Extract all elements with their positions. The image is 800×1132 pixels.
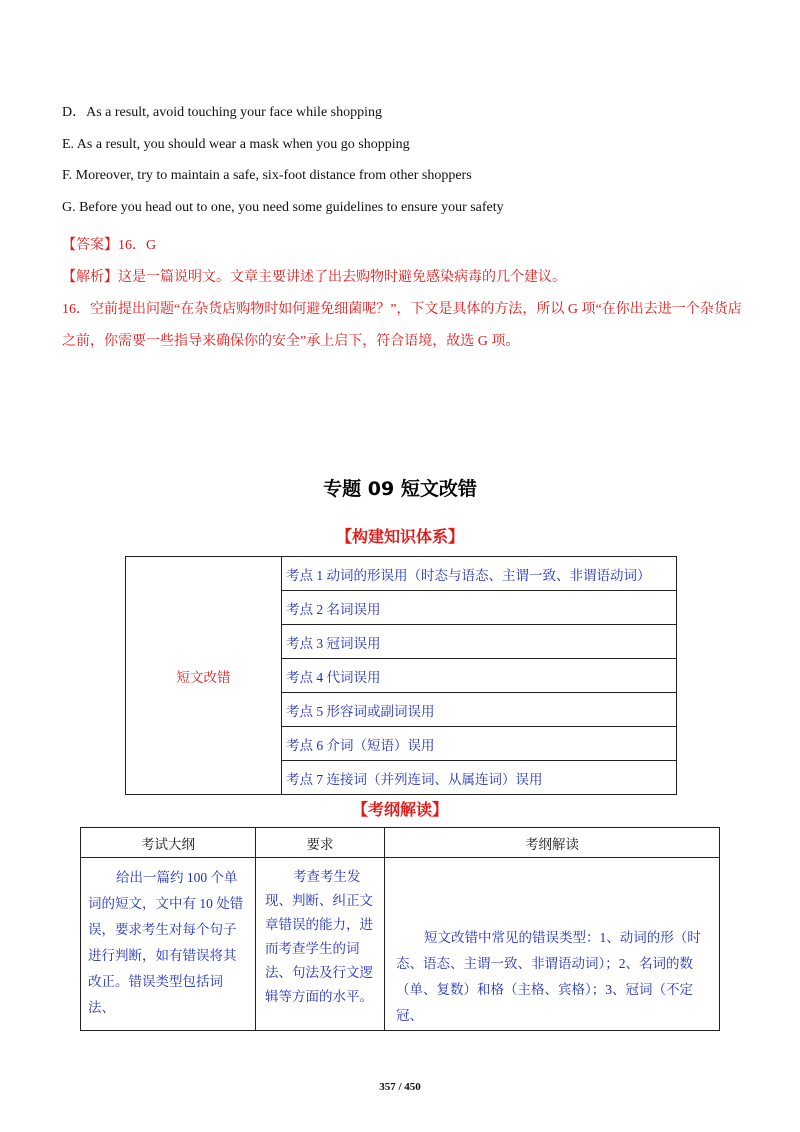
- knowledge-left-label: 短文改错: [126, 557, 282, 795]
- option-d: D．As a result, avoid touching your face while shopping: [62, 105, 382, 120]
- page-number: 357 / 450: [379, 1081, 421, 1093]
- knowledge-heading: 【构建知识体系】: [335, 527, 464, 546]
- answer-line: 【答案】16．G: [62, 238, 157, 253]
- knowledge-table: [125, 556, 677, 795]
- outline-syllabus-text: 给出一篇约 100 个单词的短文，文中有 10 处错误，要求考生对每个句子进行判断，如有错误将其改正。错误类型包括词法、: [88, 870, 244, 1015]
- outline-header-requirement: 要求: [256, 828, 385, 858]
- outline-requirement-text: 考查考生发现、判断、纠正文章错误的能力，进而考查学生的词法、句法及行文逻辑等方面的水平。: [265, 869, 373, 1004]
- outline-interpretation-text: 短文改错中常见的错误类型：1、动词的形（时态、语态、主谓一致、非谓语动词）；2、名词的数（单、复数）和格（主格、宾格）；3、冠词（不定冠、: [396, 930, 701, 1023]
- knowledge-point: 考点 3 冠词误用: [282, 625, 677, 659]
- knowledge-point: 考点 2 名词误用: [282, 591, 677, 625]
- option-g: G. Before you head out to one, you need some guidelines to ensure your safety: [62, 200, 504, 215]
- outline-table: [80, 827, 720, 1031]
- analysis-line: 【解析】这是一篇说明文。文章主要讲述了出去购物时避免感染病毒的几个建议。: [62, 270, 566, 285]
- outline-header-syllabus: 考试大纲: [81, 828, 256, 858]
- explanation-line-1: 16．空前提出问题“在杂货店购物时如何避免细菌呢？”，下文是具体的方法，所以 G 项“在你出去进一个杂货店: [62, 302, 742, 317]
- knowledge-point: 考点 1 动词的形误用（时态与语态、主谓一致、非谓语动词）: [282, 557, 677, 591]
- knowledge-point: 考点 5 形容词或副词误用: [282, 693, 677, 727]
- option-e: E. As a result, you should wear a mask when you go shopping: [62, 137, 410, 152]
- knowledge-point: 考点 7 连接词（并列连词、从属连词）误用: [282, 761, 677, 795]
- option-f: F. Moreover, try to maintain a safe, six-foot distance from other shoppers: [62, 168, 472, 183]
- topic-title: 专题 09 短文改错: [323, 478, 477, 500]
- explanation-line-2: 之前，你需要一些指导来确保你的安全”承上启下，符合语境，故选 G 项。: [62, 334, 520, 349]
- knowledge-point: 考点 6 介词（短语）误用: [282, 727, 677, 761]
- knowledge-point: 考点 4 代词误用: [282, 659, 677, 693]
- outline-header-interpretation: 考纲解读: [385, 828, 720, 858]
- outline-heading: 【考纲解读】: [351, 800, 448, 819]
